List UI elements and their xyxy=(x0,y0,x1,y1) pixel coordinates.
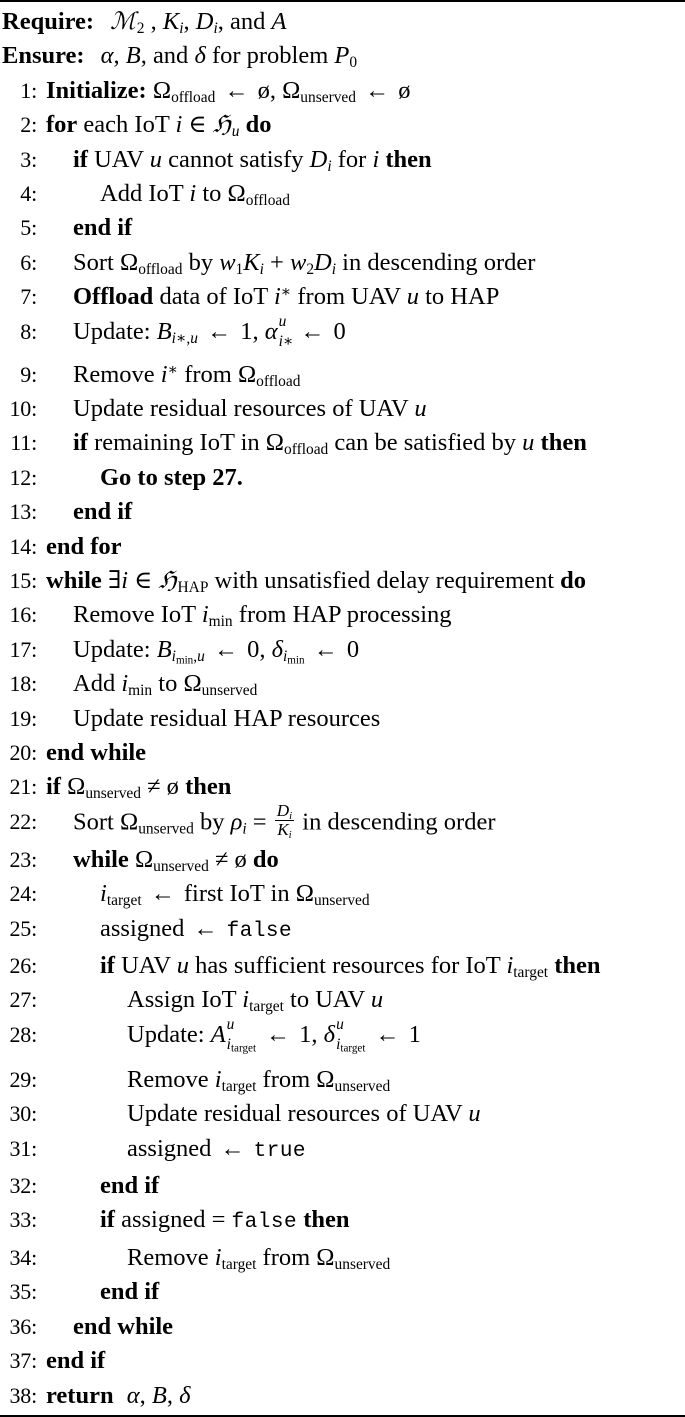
step-line-33 xyxy=(0,1203,685,1240)
step-content: if $\Omega_{unserved}$ ≠ ø then xyxy=(46,773,232,803)
step-line-11 xyxy=(0,426,685,460)
step-line-21 xyxy=(0,770,685,804)
step-line-2 xyxy=(0,108,685,142)
step-number: 27: xyxy=(9,987,37,1013)
step-line-30 xyxy=(0,1097,685,1131)
step-line-32 xyxy=(0,1169,685,1203)
step-content: Offload data of IoT i∗ from UAV u to HAP xyxy=(73,283,500,311)
step-line-14 xyxy=(0,530,685,564)
step-content: assigned ← false xyxy=(100,914,293,943)
step-line-4 xyxy=(0,177,685,211)
step-number: 33: xyxy=(9,1207,37,1233)
step-number: 5: xyxy=(20,215,37,241)
require-content: ℳ$_2$ , $K_i$, $D_i$, and A xyxy=(110,8,287,37)
step-content: end if xyxy=(100,1278,160,1306)
step-line-1 xyxy=(0,74,685,108)
step-content: if UAV u has sufficient resources for IoT $i_{target}$ then xyxy=(100,952,601,982)
step-number: 31: xyxy=(9,1135,37,1161)
step-content: return α, B, δ xyxy=(46,1381,191,1409)
step-number: 16: xyxy=(9,602,37,628)
step-number: 28: xyxy=(9,1021,37,1047)
step-line-25 xyxy=(0,912,685,949)
step-number: 14: xyxy=(9,533,37,559)
literal-true: true xyxy=(253,1139,307,1163)
literal-false: false xyxy=(226,919,293,943)
step-content: Sort $\Omega_{unserved}$ by $\rho_i$ = $\frac{D_i}{K_i}$ in descending order xyxy=(73,800,496,842)
step-content: Update residual resources of UAV u xyxy=(127,1100,481,1128)
step-content: Sort $\Omega_{offload}$ by $w_1K_i + w_2D_i$ in descending order xyxy=(73,248,536,278)
step-number: 23: xyxy=(9,846,37,872)
step-line-23 xyxy=(0,843,685,877)
step-line-29 xyxy=(0,1063,685,1097)
step-content: Update: $B_{imin,u}$ ← 0, $\delta_{imin}$ ← 0 xyxy=(73,635,360,667)
step-line-13 xyxy=(0,495,685,529)
step-number: 13: xyxy=(9,499,37,525)
step-line-5 xyxy=(0,211,685,245)
step-number: 24: xyxy=(9,881,37,907)
step-number: 38: xyxy=(9,1382,37,1408)
step-content: Update residual resources of UAV u xyxy=(73,394,427,422)
step-content: end if xyxy=(46,1347,106,1375)
step-line-34 xyxy=(0,1241,685,1275)
step-line-18 xyxy=(0,667,685,701)
step-line-26 xyxy=(0,949,685,983)
step-line-9 xyxy=(0,358,685,392)
step-content: assigned ← true xyxy=(127,1134,307,1163)
step-number: 32: xyxy=(9,1173,37,1199)
step-line-17 xyxy=(0,633,685,667)
step-number: 4: xyxy=(20,181,37,207)
step-number: 17: xyxy=(9,636,37,662)
step-number: 30: xyxy=(9,1101,37,1127)
step-content: end while xyxy=(73,1312,174,1340)
step-line-31 xyxy=(0,1132,685,1169)
step-number: 20: xyxy=(9,740,37,765)
step-line-20 xyxy=(0,736,685,770)
step-number: 15: xyxy=(9,567,37,593)
step-content: while ∃i ∈ ℌ$_{HAP}$ with unsatisfied delay requirement do xyxy=(46,566,587,596)
step-line-12 xyxy=(0,461,685,495)
step-number: 26: xyxy=(9,953,37,979)
step-number: 21: xyxy=(9,774,37,800)
step-content: end if xyxy=(73,214,133,242)
step-content: end if xyxy=(100,1172,160,1200)
step-line-24 xyxy=(0,877,685,911)
step-number: 9: xyxy=(20,361,37,387)
step-line-35 xyxy=(0,1275,685,1309)
step-content: Update residual HAP resources xyxy=(73,704,381,732)
step-number: 34: xyxy=(9,1244,37,1270)
step-number: 37: xyxy=(9,1348,37,1374)
step-content: Remove $i_{target}$ from $\Omega_{unserved}$ xyxy=(127,1065,391,1095)
step-number: 25: xyxy=(9,915,37,941)
step-content: if assigned = false then xyxy=(100,1206,350,1235)
step-content: Add IoT i to $\Omega_{offload}$ xyxy=(100,180,290,210)
step-content: $i_{target}$ ← first IoT in $\Omega_{unserved}$ xyxy=(100,880,370,910)
step-line-15 xyxy=(0,564,685,598)
step-number: 10: xyxy=(9,395,37,421)
require-line xyxy=(0,5,685,39)
step-content: Update: A u itarget ← 1, δ u itarget ← 1 xyxy=(127,1015,421,1055)
algorithm-body xyxy=(0,2,685,1415)
step-content: Update: $B_{i∗,u}$ ← 1, α u i∗ ← 0 xyxy=(73,312,346,351)
step-line-36 xyxy=(0,1310,685,1344)
step-content: if remaining IoT in $\Omega_{offload}$ can be satisfied by u then xyxy=(73,429,587,459)
ensure-content: α, B, and δ for problem $P_0$ xyxy=(100,42,358,72)
step-content: Remove $i_{target}$ from $\Omega_{unserved}$ xyxy=(127,1243,391,1273)
step-content: Assign IoT $i_{target}$ to UAV u xyxy=(127,986,384,1016)
step-content: end while xyxy=(46,739,147,766)
step-line-8 xyxy=(0,312,685,358)
step-content: for each IoT i ∈ ℌ$_u$ do xyxy=(46,111,272,141)
step-content: end if xyxy=(73,498,133,526)
step-number: 35: xyxy=(9,1279,37,1305)
step-number: 19: xyxy=(9,705,37,731)
step-line-27 xyxy=(0,983,685,1017)
step-number: 6: xyxy=(20,249,37,275)
step-content: Add $i_{min}$ to $\Omega_{unserved}$ xyxy=(73,670,258,700)
step-content: Go to step 27. xyxy=(100,463,243,491)
step-number: 29: xyxy=(9,1066,37,1092)
ensure-keyword: Ensure: xyxy=(2,42,85,70)
step-number: 3: xyxy=(20,146,37,172)
step-content: Remove IoT $i_{min}$ from HAP processing xyxy=(73,601,452,631)
require-keyword: Require: xyxy=(2,8,95,35)
step-line-19 xyxy=(0,702,685,736)
step-content: end for xyxy=(46,532,122,560)
step-line-10 xyxy=(0,392,685,426)
ensure-line xyxy=(0,39,685,73)
step-number: 36: xyxy=(9,1313,37,1339)
step-content: Initialize: $\Omega_{offload}$ ← ø, $\Omega_{unserved}$ ← ø xyxy=(46,76,411,106)
step-content: while $\Omega_{unserved}$ ≠ ø do xyxy=(73,845,279,875)
step-line-28 xyxy=(0,1015,685,1063)
literal-false: false xyxy=(231,1211,298,1235)
step-number: 7: xyxy=(20,284,37,310)
step-number: 8: xyxy=(20,318,37,344)
step-number: 11: xyxy=(10,430,37,456)
step-number: 22: xyxy=(9,809,37,835)
step-line-6 xyxy=(0,246,685,280)
step-number: 1: xyxy=(20,77,37,103)
step-line-7 xyxy=(0,280,685,314)
step-number: 18: xyxy=(9,671,37,697)
step-line-3 xyxy=(0,143,685,177)
step-number: 12: xyxy=(9,464,37,490)
step-line-37 xyxy=(0,1344,685,1378)
step-line-38 xyxy=(0,1379,685,1413)
step-content: if UAV u cannot satisfy $D_i$ for i then xyxy=(73,145,432,175)
step-content: Remove i∗ from $\Omega_{offload}$ xyxy=(73,360,301,390)
step-line-16 xyxy=(0,598,685,632)
step-number: 2: xyxy=(20,112,37,138)
step-line-22 xyxy=(0,800,685,843)
